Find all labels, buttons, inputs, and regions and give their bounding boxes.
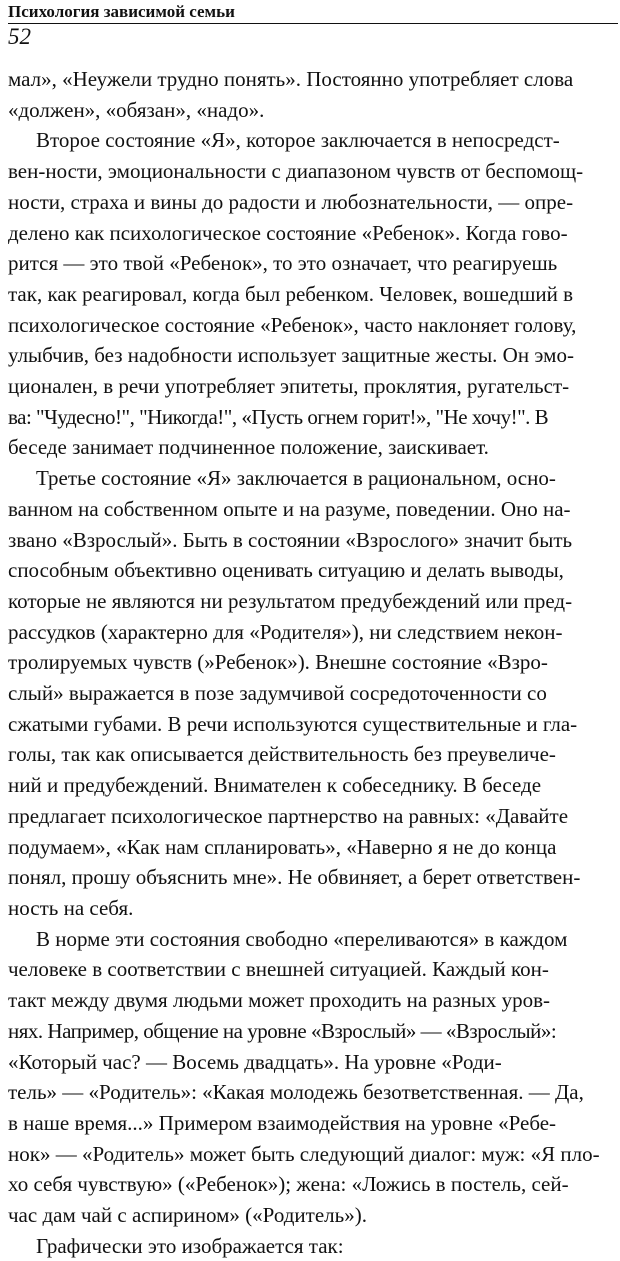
text-line: ность на себя. (8, 895, 134, 920)
page-number: 52 (8, 24, 31, 49)
text-line: Графически это изображается так: (36, 1233, 344, 1258)
text-line: ванном на собственном опыте и на разуме, поведении. Оно на- (8, 496, 571, 521)
text-line: рассудков (характерно для «Родителя»), ни следствием некон- (8, 619, 563, 644)
text-line: звано «Взрослый». Быть в состоянии «Взрослого» значит быть (8, 527, 573, 552)
text-line: голы, так как описывается действительность без преувеличе- (8, 742, 556, 767)
text-line: нок» — «Родитель» может быть следующий диалог: муж: «Я пло- (8, 1141, 600, 1166)
text-line: которые не являются ни результатом предубеждений или пред- (8, 588, 573, 613)
text-line: нях. Например, общение на уровне «Взрослый» — «Взрослый»: (8, 1018, 557, 1043)
text-line: способным объективно оценивать ситуацию и делать выводы, (8, 558, 564, 583)
text-line: подумаем», «Как нам спланировать», «Наверно я не до конца (8, 834, 557, 859)
text-line: такт между двумя людьми может проходить на разных уров- (8, 988, 551, 1013)
text-line: В норме эти состояния свободно «переливаются» в каждом (36, 926, 568, 951)
text-line: Третье состояние «Я» заключается в рациональном, осно- (36, 466, 556, 491)
text-line: беседе занимает подчиненное положение, заискивает. (8, 435, 489, 460)
text-line: Второе состояние «Я», которое заключается в непосредст- (36, 128, 560, 153)
text-line: так, как реагировал, когда был ребенком. Человек, вошедший в (8, 281, 574, 306)
text-line: ности, страха и вины до радости и любознательности, — опре- (8, 189, 574, 214)
text-line: слый» выражается в позе задумчивой сосредоточенности со (8, 681, 547, 706)
text-line: «Который час? — Восемь двадцать». На уровне «Роди- (8, 1049, 502, 1074)
text-line: хо себя чувствую» («Ребенок»); жена: «Ложись в постель, сей- (8, 1172, 569, 1197)
text-line: ний и предубеждений. Внимателен к собеседнику. В беседе (8, 773, 542, 798)
text-line: вен-ности, эмоциональности с диапазоном чувств от беспомощ- (8, 159, 584, 184)
text-line: делено как психологическое состояние «Ребенок». Когда гово- (8, 220, 568, 245)
text-line: в наше время...» Примером взаимодействия на уровне «Ребе- (8, 1110, 557, 1135)
text-line: мал», «Неужели трудно понять». Постоянно употребляет слова (8, 67, 574, 91)
text-line: сжатыми губами. В речи используются существительные и гла- (8, 711, 578, 736)
body-text (8, 64, 614, 1261)
text-line: тролируемых чувств (»Ребенок»). Внешне состояние «Взро- (8, 650, 548, 675)
running-header: Психология зависимой семьи (8, 2, 618, 24)
text-line: предлагает психологическое партнерство на равных: «Давайте (8, 803, 569, 828)
text-line: ва: "Чудесно!", "Никогда!", «Пусть огнем горит!», "Не хочу!". В (8, 404, 549, 429)
text-line: «должен», «обязан», «надо». (8, 97, 265, 122)
text-line: понял, прошу объяснить мне». Не обвиняет, а берет ответствен- (8, 865, 581, 890)
text-line: психологическое состояние «Ребенок», часто наклоняет голову, (8, 312, 577, 337)
text-line: улыбчив, без надобности использует защитные жесты. Он эмо- (8, 343, 574, 368)
text-line: ционален, в речи употребляет эпитеты, проклятия, ругательст- (8, 374, 570, 399)
text-line: час дам чай с аспирином» («Родитель»). (8, 1203, 367, 1228)
text-line: рится — это твой «Ребенок», то это означает, что реагируешь (8, 251, 558, 276)
text-line: человеке в соответствии с внешней ситуацией. Каждый кон- (8, 957, 549, 982)
text-line: тель» — «Родитель»: «Какая молодежь безответственная. — Да, (8, 1080, 584, 1105)
